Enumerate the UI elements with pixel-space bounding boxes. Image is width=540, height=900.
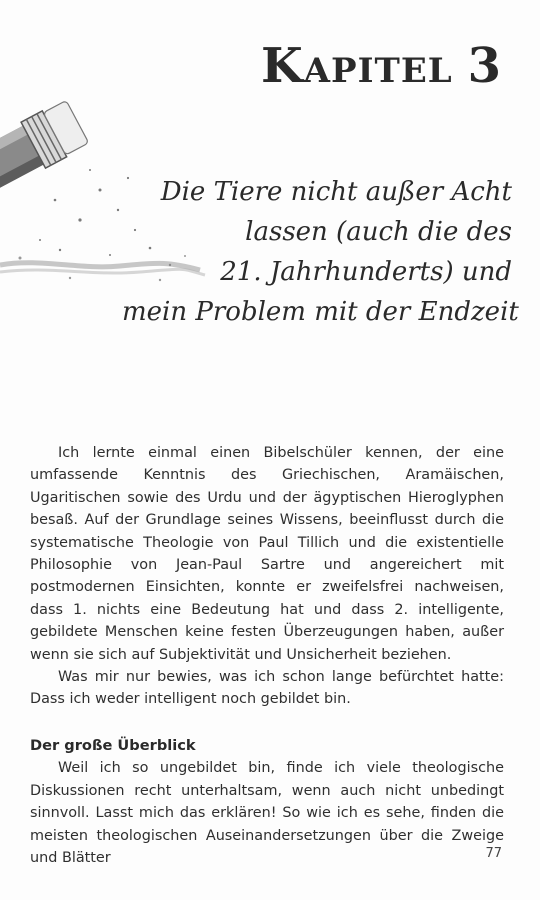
chapter-title [261, 38, 502, 94]
section-heading: Der große Überblick [30, 736, 196, 754]
body-text [30, 442, 504, 869]
chapter-title-word: APITEL [303, 51, 453, 91]
page-number: 77 [485, 846, 502, 861]
subtitle-line: mein Problem mit der Endzeit [122, 297, 519, 327]
paragraph: Weil ich so ungebildet bin, finde ich viele theologische Diskussionen recht unterhaltsam, wenn auch nicht unbedingt sinnvoll. Lasst mich das erklären! So wie ich es sehe, finden die meisten theologischen Auseinandersetzungen über die Zweige und Blätter [30, 760, 504, 866]
chapter-title-initial: K [260, 38, 304, 94]
paragraph: Was mir nur bewies, was ich schon lange befürchtet hatte: Dass ich weder intelligent noch gebildet bin. [30, 669, 504, 708]
subtitle-line: lassen (auch die des [245, 217, 512, 247]
paragraph: Ich lernte einmal einen Bibelschüler kennen, der eine umfassende Kenntnis des Griechischen, Aramäischen, Ugaritischen sowie des Urdu und der ägyptischen Hieroglyphen besaß. Auf der Grundlage seines Wissens, beeinflusst durch die systematische Theologie von Paul Tillich und die existentielle Philosophie von Jean-Paul Sartre und angereichert mit postmodernen Einsichten, konnte er zweifelsfrei nachweisen, dass 1. nichts eine Bedeutung hat und dass 2. intelligente, gebildete Menschen keine festen Überzeugungen haben, außer wenn sie sich auf Subjektivität und Unsicherheit beziehen. [30, 445, 504, 663]
chapter-subtitle [122, 172, 519, 332]
subtitle-line: 21. Jahrhunderts) und [220, 257, 512, 287]
subtitle-line: Die Tiere nicht außer Acht [160, 177, 512, 207]
chapter-number: 3 [467, 38, 502, 94]
